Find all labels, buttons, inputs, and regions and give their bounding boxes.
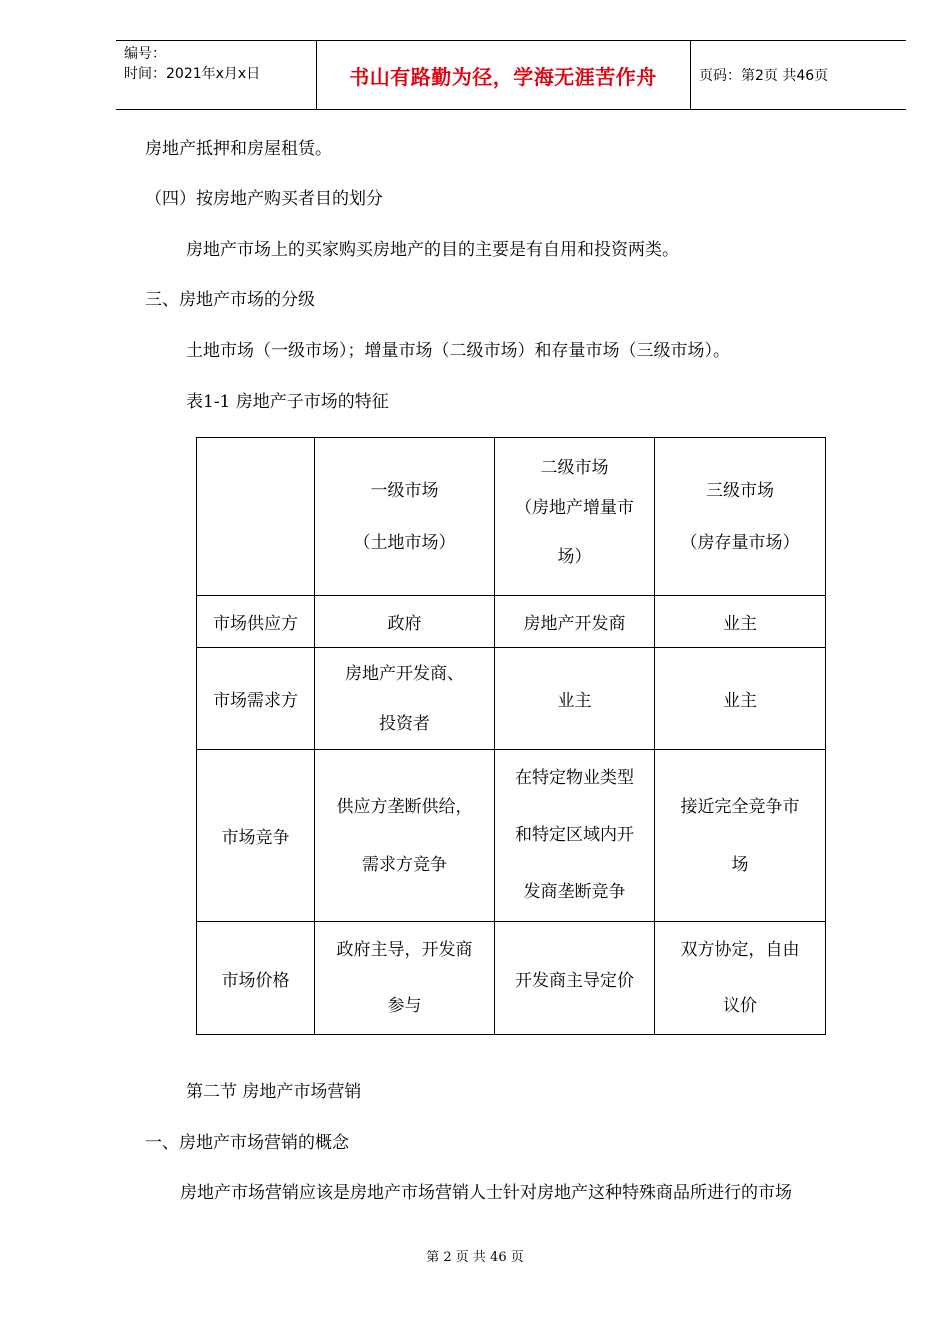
number-label: 编号： [124,46,166,62]
table-cell: 房地产开发商 [495,596,655,648]
table-cell: 在特定物业类型 和特定区域内开 发商垄断竞争 [495,750,655,922]
table-row [197,750,826,922]
table-cell: 接近完全竞争市 场 [655,750,826,922]
time-label: 时间：2021年x月x日 [124,66,261,82]
table-cell: 业主 [655,596,826,648]
table-row [197,648,826,750]
table-header-cell: 一级市场 （土地市场） [315,438,495,596]
header-meta [124,44,260,84]
table-cell: 政府 [315,596,495,648]
paragraph: 土地市场（一级市场）；增量市场（二级市场）和存量市场（三级市场）。 [186,341,730,361]
table-row [197,922,826,1035]
section-heading: （四）按房地产购买者目的划分 [145,189,383,209]
table-header-row [197,438,826,596]
paragraph: 房地产市场营销应该是房地产市场营销人士针对房地产这种特殊商品所进行的市场 [180,1183,792,1203]
table-cell: 双方协定，自由 议价 [655,922,826,1035]
row-label: 市场需求方 [197,648,315,750]
header-motto: 书山有路勤为径，学海无涯苦作舟 [349,65,657,89]
page-header [116,40,906,110]
table-row [197,596,826,648]
header-page-info: 页码：第2页 共46页 [699,68,829,84]
table-caption: 表1-1 房地产子市场的特征 [186,392,389,412]
table-cell: 业主 [495,648,655,750]
table-header-cell: 二级市场 （房地产增量市 场） [495,438,655,596]
section-heading: 三、房地产市场的分级 [145,290,315,310]
table-header-cell: 三级市场 （房存量市场） [655,438,826,596]
row-label: 市场供应方 [197,596,315,648]
page-footer: 第 2 页 共 46 页 [426,1250,524,1265]
table-cell: 政府主导，开发商 参与 [315,922,495,1035]
table-cell: 房地产开发商、 投资者 [315,648,495,750]
section-heading: 第二节 房地产市场营销 [186,1082,362,1102]
row-label: 市场竞争 [197,750,315,922]
paragraph: 房地产抵押和房屋租赁。 [145,139,332,159]
table-cell: 开发商主导定价 [495,922,655,1035]
row-label: 市场价格 [197,922,315,1035]
header-divider [690,41,691,109]
table-corner-cell [197,438,315,596]
section-heading: 一、房地产市场营销的概念 [145,1133,349,1153]
paragraph: 房地产市场上的买家购买房地产的目的主要是有自用和投资两类。 [186,240,679,260]
table-cell: 供应方垄断供给， 需求方竞争 [315,750,495,922]
table-cell: 业主 [655,648,826,750]
market-characteristics-table [196,437,826,1035]
